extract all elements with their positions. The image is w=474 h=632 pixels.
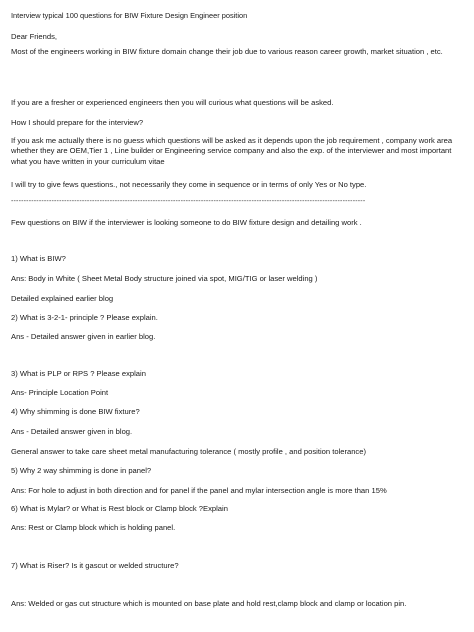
few-on-biw: Few questions on BIW if the interviewer is looking someone to do BIW fixture design and detailing work . [11, 218, 362, 227]
question-4: 4) Why shimming is done BIW fixture? [11, 407, 140, 416]
answer-6: Ans: Rest or Clamp block which is holding panel. [11, 523, 176, 532]
question-7: 7) What is Riser? Is it gascut or welded structure? [11, 561, 179, 570]
intro-paragraph: Most of the engineers working in BIW fixture domain change their job due to various reason career growth, market situation , etc. [11, 47, 443, 56]
question-2: 2) What is 3-2-1- principle ? Please explain. [11, 313, 158, 322]
greeting: Dear Friends, [11, 32, 58, 41]
answer-4: Ans - Detailed answer given in blog. [11, 427, 133, 436]
answer-1: Ans: Body in White ( Sheet Metal Body structure joined via spot, MIG/TIG or laser welding ) [11, 274, 318, 283]
prepare-question: How I should prepare for the interview? [11, 118, 144, 127]
prepare-answer: If you ask me actually there is no guess which questions will be asked as it depends upon the job requirement , company work area whether they are OEM,Tier 1 , Line builder or Engineering service company and also the exp. of the interviewer and most important what you have written in your curriculum vitae [11, 136, 453, 166]
divider-line: -------------------------------------------------------------------------------------------------------------------------------------------- [11, 198, 366, 205]
answer-1-note: Detailed explained earlier blog [11, 294, 114, 303]
fresher-paragraph: If you are a fresher or experienced engineers then you will curious what questions will be asked. [11, 98, 334, 107]
question-6: 6) What is Mylar? or What is Rest block or Clamp block ?Explain [11, 504, 228, 513]
answer-3: Ans- Principle Location Point [11, 388, 109, 397]
answer-7: Ans: Welded or gas cut structure which is mounted on base plate and hold rest,clamp block and clamp or location pin. [11, 599, 407, 608]
answer-5: Ans: For hole to adjust in both direction and for panel if the panel and mylar intersection angle is more than 15% [11, 486, 387, 495]
answer-4-general: General answer to take care sheet metal manufacturing tolerance ( mostly profile , and position tolerance) [11, 447, 366, 456]
question-5: 5) Why 2 way shimming is done in panel? [11, 466, 152, 475]
few-questions-note: I will try to give fews questions., not necessarily they come in sequence or in terms of only Yes or No type. [11, 180, 367, 189]
question-3: 3) What is PLP or RPS ? Please explain [11, 369, 146, 378]
answer-2: Ans - Detailed answer given in earlier blog. [11, 332, 156, 341]
document-title: Interview typical 100 questions for BIW Fixture Design Engineer position [11, 11, 248, 20]
question-1: 1) What is BIW? [11, 254, 66, 263]
